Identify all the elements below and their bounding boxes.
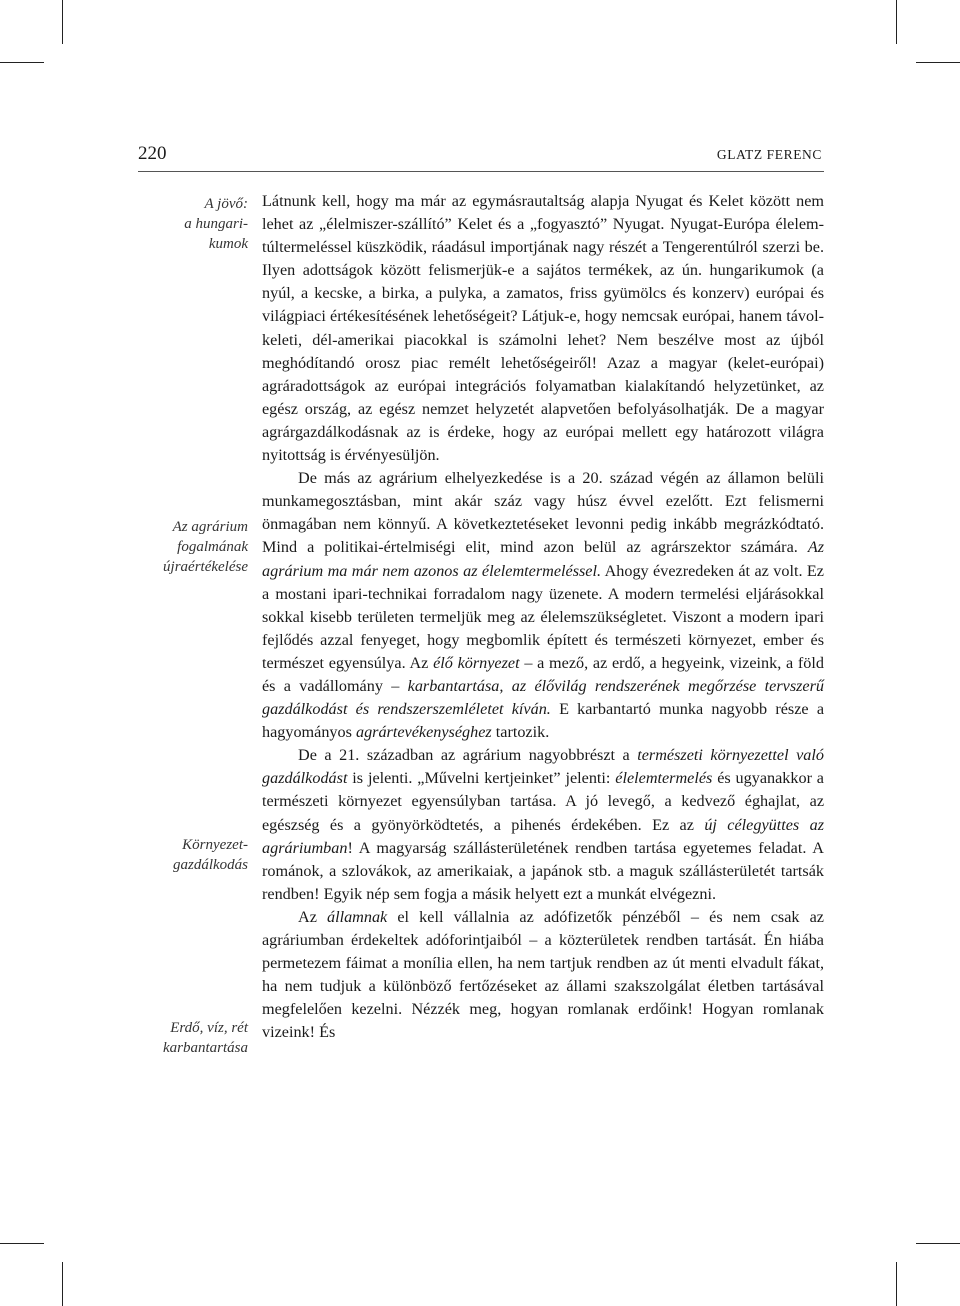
emphasis: karbantartása, az élővilág rendszerének megőrzése tervszerű gazdálkodást és rendszerszemléletet kíván. [262,676,825,719]
crop-mark [916,1243,960,1244]
margin-note-line: Erdő, víz, rét [170,1020,248,1036]
paragraph-text: De a 21. században az agrárium nagyobbrészt a [298,746,638,765]
crop-mark [916,62,960,63]
paragraph-text: – a mező, az erdő, a hegyeink, vizeink, a föld és a vadállomány – [262,653,824,695]
emphasis: Az agrárium ma már nem azonos az élelemtermeléssel. [262,538,824,580]
emphasis: új célegyüttes az agráriumban [262,815,824,857]
crop-mark [896,1262,897,1306]
emphasis: élő környezet [433,653,520,672]
margin-note-line: a hungari- [184,216,248,232]
paragraph-text: és ugyanakkor a természeti környezet egyensúlyban tartása. A jó levegő, a kedvező éghajlat, az egészség és a gyönyörködtetés, a pihenés érdekében. Ez az [262,769,824,834]
margin-note-kornyezetgazdalkodas [132,835,248,875]
margin-note-line: Az agrárium [172,519,248,535]
margin-note-erdo-viz-ret [132,1018,248,1058]
margin-note-line: gazdálkodás [173,857,248,873]
margin-note-line: fogalmának [177,539,248,555]
margin-note-line: karbantartása [162,1040,248,1056]
margin-note-line: A jövő: [204,196,248,212]
author-name: GLATZ FERENC [716,147,822,162]
paragraph-4 [262,906,824,1045]
emphasis: élelemtermelés [615,769,713,788]
crop-mark [896,0,897,44]
body-text [262,190,824,1044]
crop-mark [62,1262,63,1306]
paragraph-text: Ahogy évezredeken át az volt. Ez a mostani ipari-technikai forradalom nagy üzenete. A modern termelési eljárásokkal sokkal kisebb területen termeljük meg az élelemszükségletet. Viszont a modern ipari fejlődés azzal fenyeget, hogy megbomlik épített és természeti környezet, ember és természet egyensúlya. Az [262,561,824,672]
crop-mark [0,62,44,63]
paragraph-text: ! A magyarság szállásterületének rendben tartása egyetemes feladat. A románok, a szlovákok, az amerikaiak, a japánok stb. a maguk szállásterületét tartsák rendben! Egyik nép sem fogja a másik helyett ezt a munkát elvégezni. [262,838,824,903]
page-number: 220 [138,143,167,164]
crop-mark [62,0,63,44]
paragraph-1 [262,190,824,467]
paragraph-text: Az [298,907,327,926]
paragraph-3 [262,744,824,906]
running-head [138,143,824,172]
paragraph-text: Látnunk kell, hogy ma már az egymásrautaltság alapja Nyugat és Kelet között nem lehet az „élelmiszer-szállító” Kelet és a „fogyasztó” Nyugat. Nyugat-Európa élelem-túltermeléssel küszködik, ráadásul importjának nagy részét a Tengerentúlról szerzi be. Ilyen adottságok között felismerjük-e a sajátos termékek, az ún. hungarikumok (a nyúl, a kecske, a birka, a pulyka, a zamatos, friss gyümölcs és konzerv) európai és világpiaci értékesítésének lehetőségeit? Látjuk-e, hogy nemcsak európai, hanem távol-keleti, dél-amerikai piacokkal is számolni lehet? Nem beszélve most az újból meghódítandó orosz piac remélt lehetőségeiről! Azaz a magyar (kelet-európai) agráradottságok az európai integrációs folyamatban kialakítandó helyzetünket, az egész ország, az egész nemzet helyzetét alapvetően befolyásolhatják. De a magyar agrárgazdálkodásnak az is érdeke, hogy az európai mellett egy határozott világra nyitottság is érvényesüljön. [262,192,824,465]
paragraph-2 [262,467,824,744]
margin-note-line: Környezet- [182,837,248,853]
paragraph-text: E karbantartó munka nagyobb része a hagyományos [262,700,824,742]
crop-mark [0,1243,44,1244]
paragraph-text: is jelenti. „Művelni kertjeinket” jelenti: [347,769,616,788]
margin-note-line: kumok [208,236,248,252]
paragraph-text: tartozik. [491,723,550,742]
emphasis: agrártevékenységhez [355,723,492,742]
paragraph-text: el kell vállalnia az adófizetők pénzéből – és nem csak az agráriumban érdekeltek adóforintjaiból – a közterületek rendben tartását. Én hiába permetezem fáimat a monília ellen, ha nem tartjuk rendben az út menti elvadult fákat, ha nem tudjuk a különböző fertőzéseket az állami szakszolgálat életben tartásával megfelelően kezelni. Nézzék meg, hogyan romlanak erdőink! Hogyan romlanak vizeink! És [262,907,824,1042]
emphasis: természeti környezettel való gazdálkodást [262,746,824,788]
paragraph-text: De más az agrárium elhelyezkedése is a 20. század végén az államon belüli munkamegosztásban, mint akár száz vagy húsz évvel ezelőtt. Ezt felismerni önmagában nem könnyű. A következtetéseket levonni pedig inkább megrázkódtató. Mind a politikai-értelmiségi elit, mind azon belül az agrárszektor számára. [262,469,824,557]
margin-note-agrarium [132,517,248,577]
margin-note-hungarikumok [132,194,248,254]
emphasis: államnak [327,907,388,926]
margin-note-line: újraértékelése [163,559,248,575]
